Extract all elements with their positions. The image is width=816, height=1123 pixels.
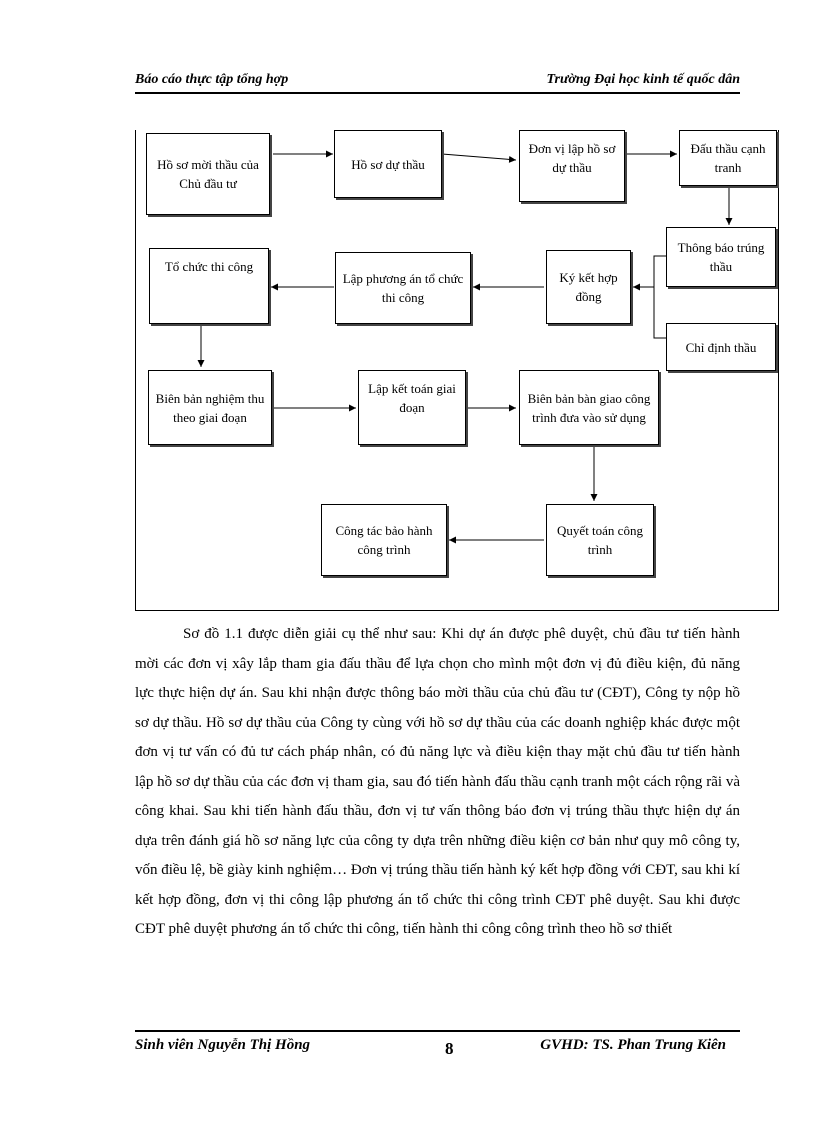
box-bao-hanh: Công tác bảo hành công trình <box>321 504 447 576</box>
box-ky-ket-hop-dong: Ký kết hợp đồng <box>546 250 631 324</box>
header-university: Trường Đại học kinh tế quốc dân <box>546 72 740 87</box>
box-lap-ket-toan: Lập kết toán giai đoạn <box>358 370 466 445</box>
footer-advisor: GVHD: TS. Phan Trung Kiên <box>540 1037 726 1053</box>
box-thong-bao-trung-thau: Thông báo trúng thầu <box>666 227 776 287</box>
page-number: 8 <box>445 1039 454 1058</box>
box-lap-phuong-an: Lập phương án tổ chức thi công <box>335 252 471 324</box>
page-footer <box>135 1030 740 1062</box>
header-report-title: Báo cáo thực tập tổng hợp <box>135 72 289 87</box>
box-ho-so-du-thau: Hồ sơ dự thầu <box>334 130 442 198</box>
page-header <box>135 70 740 94</box>
arrow-du-thau-to-don-vi <box>442 154 516 160</box>
box-dau-thau-canh-tranh: Đấu thầu cạnh tranh <box>679 130 777 186</box>
box-to-chuc-thi-cong: Tổ chức thi công <box>149 248 269 324</box>
diagram-explanation-paragraph: Sơ đồ 1.1 được diễn giải cụ thể như sau: Khi dự án được phê duyệt, chủ đầu tư tiến hành mời các đơn vị xây lắp tham gia đấu thầu để lựa chọn cho mình một đơn vị đủ điều kiện, đủ năng lực thực hiện dự án. Sau khi nhận được thông báo mời thầu của chủ đầu tư (CĐT), Công ty nộp hồ sơ dự thầu. Hồ sơ dự thầu của Công ty cùng với hồ sơ dự thầu của các doanh nghiệp khác được một đơn vị tư vấn có đủ tư cách pháp nhân, có đủ năng lực và điều kiện thay mặt chủ đầu tư tiến hành lập hồ sơ dự thầu của các đơn vị tham gia, sau đó tiến hành đấu thầu cạnh tranh một cách rộng rãi và công khai. Sau khi tiến hành đấu thầu, đơn vị tư vấn thông báo đơn vị trúng thầu thực hiện dự án dựa trên đánh giá hồ sơ năng lực của công ty dựa trên những điều kiện cơ bản như quy mô công ty, vốn điều lệ, bề giày kinh nghiệm… Đơn vị trúng thầu tiến hành ký kết hợp đồng với CĐT, sau khi kí kết hợp đồng, đơn vị thi công lập phương án tổ chức thi công trình CĐT phê duyệt. Sau khi được CĐT phê duyệt phương án tổ chức thi công, tiến hành thi công công trình theo hồ sơ thiết <box>135 626 740 937</box>
box-bien-ban-nghiem-thu: Biên bản nghiệm thu theo giai đoạn <box>148 370 272 445</box>
bracket-thong-bao-chi-dinh <box>654 256 666 338</box>
process-flowchart <box>135 130 779 611</box>
box-chi-dinh-thau: Chỉ định thầu <box>666 323 776 371</box>
box-quyet-toan: Quyết toán công trình <box>546 504 654 576</box>
box-ho-so-moi-thau: Hồ sơ mời thầu của Chủ đầu tư <box>146 133 270 215</box>
footer-student-name: Sinh viên Nguyễn Thị Hồng <box>135 1037 311 1053</box>
box-bien-ban-ban-giao: Biên bản bàn giao công trình đưa vào sử dụng <box>519 370 659 445</box>
box-don-vi-lap-ho-so: Đơn vị lập hồ sơ dự thầu <box>519 130 625 202</box>
